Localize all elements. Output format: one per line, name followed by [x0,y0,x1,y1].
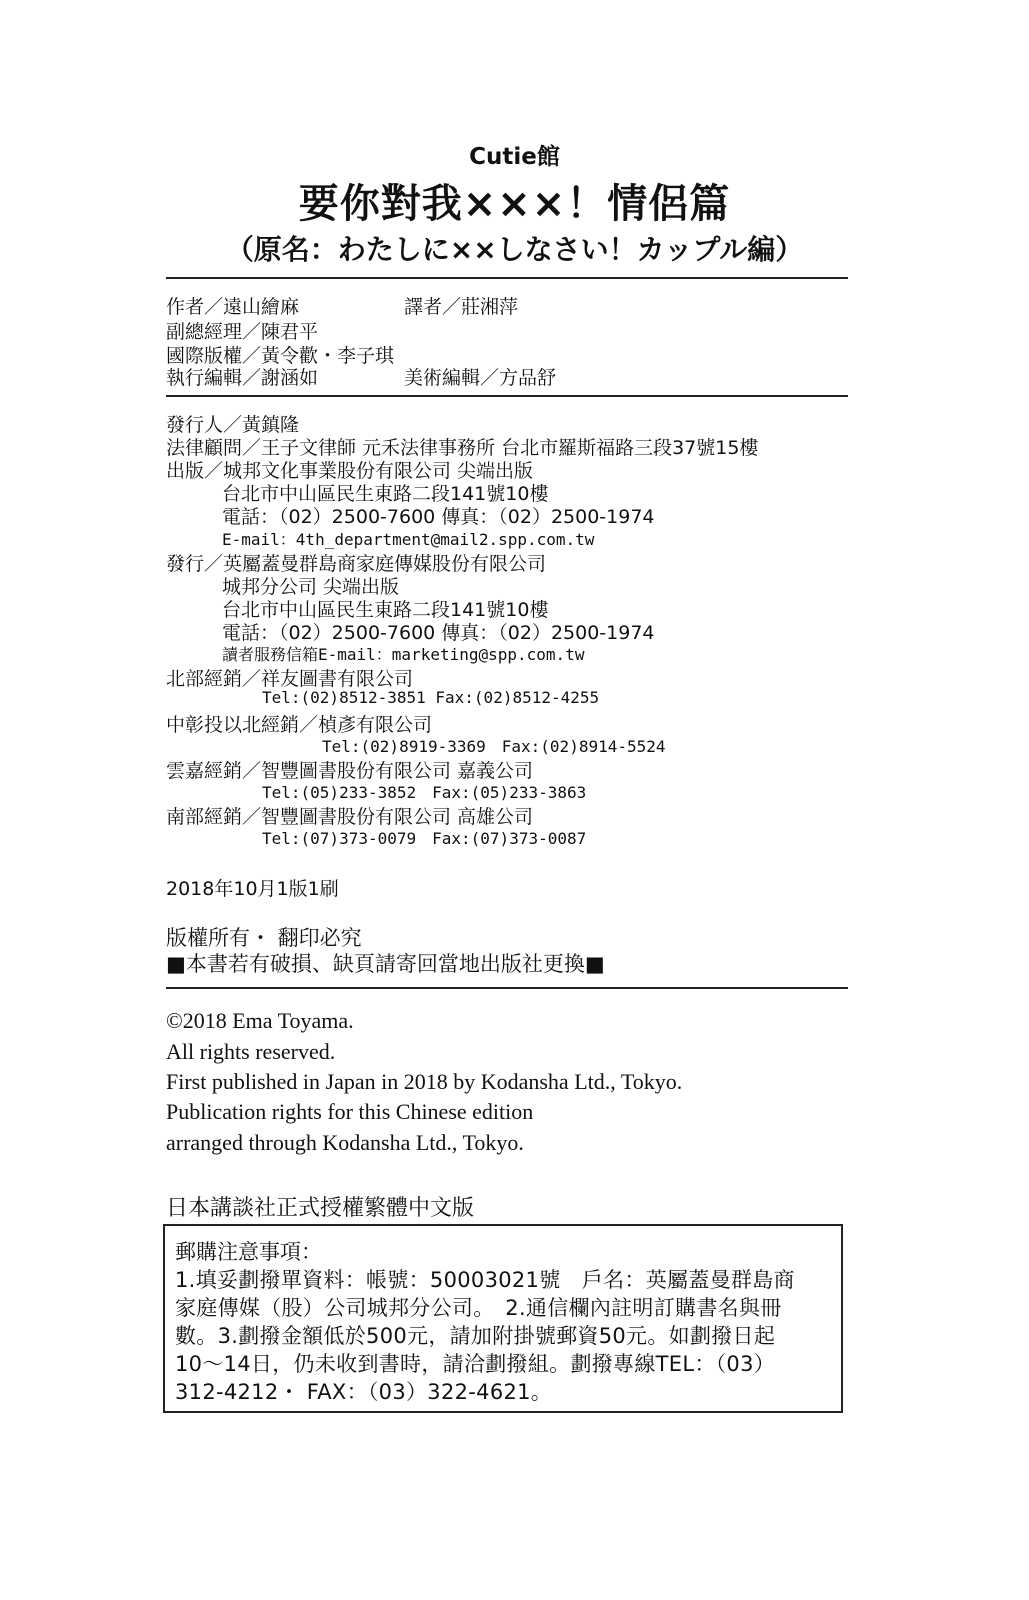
south-contact: Tel:(07)373-0079 Fax:(07)373-0087 [262,829,587,848]
notice-line-4: 10～14日，仍未收到書時，請洽劃撥組。劃撥專線TEL：（03） [175,1352,776,1376]
credit-author: 作者／遠山繪麻 [166,296,300,318]
original-title: （原名：わたしに××しなさい！カップル編） [225,233,804,266]
notice-line-5: 312-4212・ FAX：（03）322-4621。 [175,1380,553,1404]
publish-phone: 電話：（02）2500-7600 傳真：（02）2500-1974 [222,506,655,528]
all-rights-line: All rights reserved. [166,1039,336,1064]
reader-service-email: 讀者服務信箱E-mail：marketing@spp.com.tw [222,645,585,664]
north-distributor: 北部經銷／祥友圖書有限公司 [166,668,414,690]
legal-advisor: 法律顧問／王子文律師 元禾法律事務所 台北市羅斯福路三段37號15樓 [166,437,759,459]
central-distributor: 中彰投以北經銷／楨彥有限公司 [166,714,433,736]
notice-line-3: 數。3.劃撥金額低於500元，請加附掛號郵資50元。如劃撥日起 [175,1324,776,1348]
rights-reserved: 版權所有・ 翻印必究 [166,926,362,950]
publish-company: 出版／城邦文化事業股份有限公司 尖端出版 [166,460,534,482]
series-name: Cutie館 [469,144,560,170]
credit-intl-rights: 國際版權／黃令歡・李子琪 [166,345,395,367]
official-license: 日本講談社正式授權繁體中文版 [166,1196,475,1221]
publication-rights-line: Publication rights for this Chinese edition [166,1099,534,1124]
yunjia-distributor: 雲嘉經銷／智豐圖書股份有限公司 嘉義公司 [166,760,534,782]
first-published-line: First published in Japan in 2018 by Kodansha Ltd., Tokyo. [166,1069,683,1094]
notice-line-2: 家庭傳媒（股）公司城邦分公司。 2.通信欄內註明訂購書名與冊 [175,1296,782,1320]
edition-date: 2018年10月1版1刷 [166,878,339,900]
divider-english [166,987,848,989]
publish-email: E-mail：4th_department@mail2.spp.com.tw [222,530,595,549]
north-contact: Tel:(02)8512-3851 Fax:(02)8512-4255 [262,688,600,707]
mail-order-notice-box [163,1224,843,1413]
defect-notice: ■本書若有破損、缺頁請寄回當地出版社更換■ [166,952,605,976]
copyright-line: ©2018 Ema Toyama. [166,1008,354,1033]
central-contact: Tel:(02)8919-3369 Fax:(02)8914-5524 [322,737,666,756]
south-distributor: 南部經銷／智豐圖書股份有限公司 高雄公司 [166,806,534,828]
distribute-company: 發行／英屬蓋曼群島商家庭傳媒股份有限公司 [166,553,547,575]
arranged-line: arranged through Kodansha Ltd., Tokyo. [166,1130,524,1155]
divider-top [166,277,848,279]
publisher-issuer: 發行人／黃鎮隆 [166,414,300,436]
divider-credits [166,395,848,397]
credit-exec-editor: 執行編輯／謝涵如 [166,367,319,389]
notice-line-1: 1.填妥劃撥單資料：帳號：50003021號 戶名：英屬蓋曼群島商 [175,1268,795,1292]
distribute-branch: 城邦分公司 尖端出版 [222,576,400,598]
credit-translator: 譯者／莊湘萍 [404,296,519,318]
book-title: 要你對我×××！情侶篇 [298,181,731,227]
yunjia-contact: Tel:(05)233-3852 Fax:(05)233-3863 [262,783,587,802]
distribute-address: 台北市中山區民生東路二段141號10樓 [222,599,549,621]
distribute-phone: 電話：（02）2500-7600 傳真：（02）2500-1974 [222,622,655,644]
publish-address: 台北市中山區民生東路二段141號10樓 [222,483,549,505]
credit-art-editor: 美術編輯／方品舒 [404,367,557,389]
notice-title: 郵購注意事項： [175,1240,322,1264]
credit-deputy-gm: 副總經理／陳君平 [166,321,319,343]
